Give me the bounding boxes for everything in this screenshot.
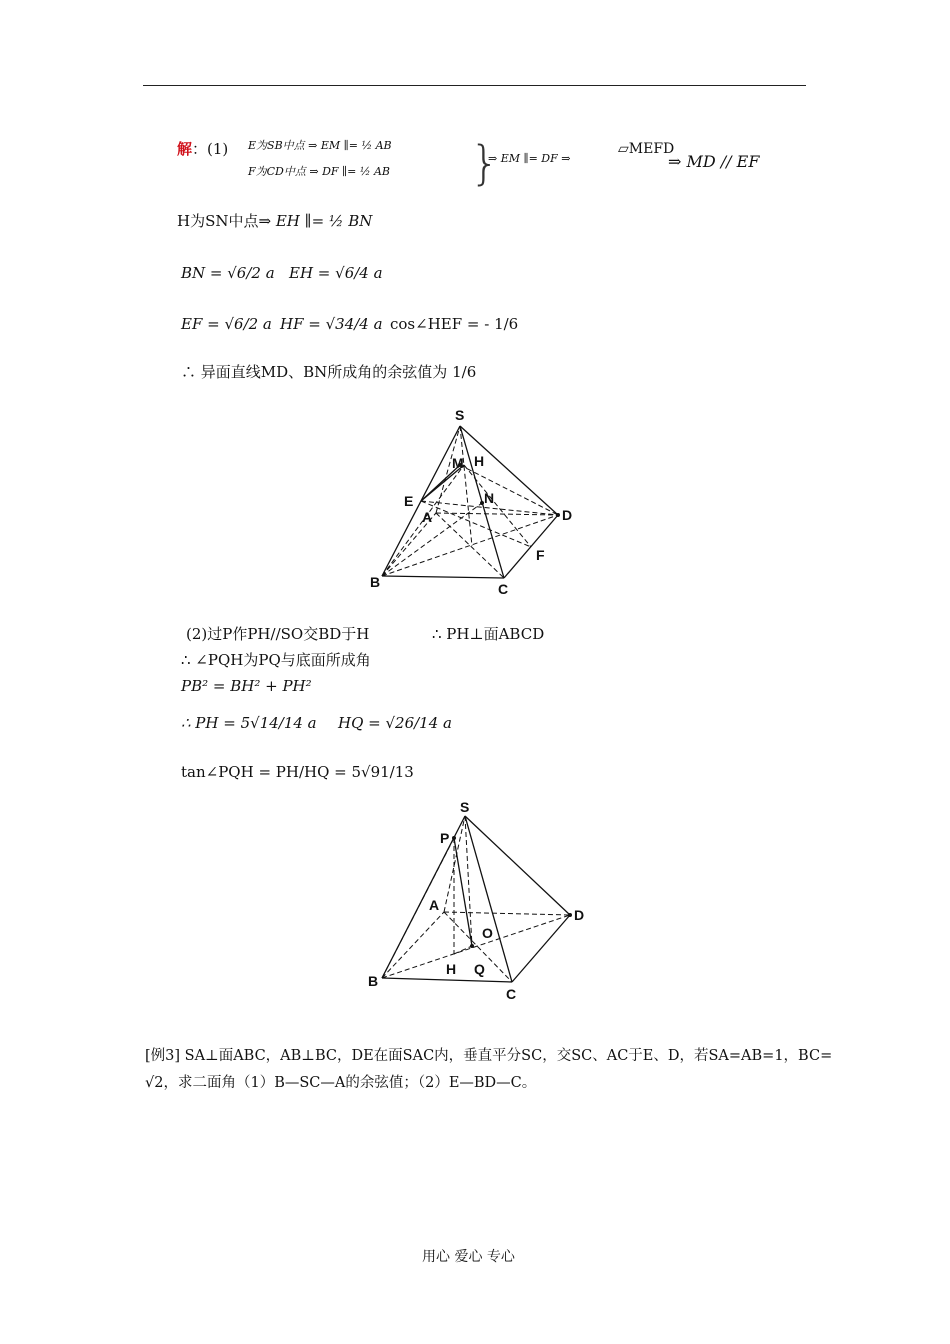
md-parallel-ef: ⇒ MD // EF <box>668 152 760 171</box>
header-rule <box>143 85 806 86</box>
label-d: D <box>574 907 585 923</box>
part2-line1b: ∴ PH⊥面ABCD <box>432 625 545 643</box>
label-h: H <box>474 453 485 469</box>
point-d <box>556 513 560 517</box>
label-e: E <box>404 493 414 509</box>
tan-pqh: tan∠PQH = PH/HQ = 5√91/13 <box>181 763 414 781</box>
solution-label: 解 <box>177 140 193 158</box>
example3-line2: √2，求二面角（1）B—SC—A的余弦值；（2）E—BD—C。 <box>145 1075 537 1091</box>
part2-line1: (2)过P作PH//SO交BD于H <box>186 625 370 643</box>
hq-length: HQ = √26/14 a <box>338 714 452 732</box>
height-so <box>460 426 472 546</box>
eh-formula: EH ∥= ½ BN <box>275 212 373 230</box>
part2-line2: ∴ ∠PQH为PQ与底面所成角 <box>181 651 371 669</box>
point-q <box>470 944 474 948</box>
solution-heading <box>177 142 228 157</box>
h-midpoint-line <box>177 214 372 229</box>
label-n: N <box>484 490 495 506</box>
label-p: P <box>440 830 450 846</box>
bn-length: BN = √6/2 a <box>181 264 275 282</box>
label-c: C <box>498 581 509 597</box>
label-f: F <box>536 547 545 563</box>
label-a: A <box>422 509 433 525</box>
line-md <box>460 465 558 515</box>
edge-ad <box>444 912 570 915</box>
condition-line-e: E为SB中点 ⇒ EM ∥= ½ AB <box>248 139 392 152</box>
edge-sd <box>465 816 570 915</box>
edge-bc <box>382 978 512 982</box>
line-hf <box>464 465 531 547</box>
right-brace: } <box>470 136 500 190</box>
parallelogram-label: ▱MEFD <box>618 141 675 157</box>
example3-line1: [例3] SA⊥面ABC，AB⊥BC，DE在面SAC内，垂直平分SC，交SC、AC于E、D，若SA=AB=1，BC= <box>145 1048 833 1064</box>
answer-value: 1/6 <box>452 363 477 381</box>
label-q: Q <box>474 961 485 977</box>
implication: ⇒ EM ∥= DF ⇒ <box>488 152 571 165</box>
label-d: D <box>562 507 573 523</box>
page-footer: 用心 爱心 专心 <box>422 1249 515 1265</box>
hf-length: HF = √34/4 a <box>280 315 383 333</box>
answer-line <box>181 365 476 380</box>
label-o: O <box>482 925 493 941</box>
line-hq <box>454 946 472 954</box>
condition-line-f: F为CD中点 ⇒ DF ∥= ½ AB <box>248 165 391 178</box>
edge-cd <box>512 915 570 982</box>
point-p <box>452 836 456 840</box>
label-b: B <box>368 973 379 989</box>
edge-bc <box>382 576 504 578</box>
label-s: S <box>455 407 465 423</box>
label-h: H <box>446 961 457 977</box>
eh-length: EH = √6/4 a <box>289 264 383 282</box>
cos-hef: cos∠HEF = - 1/6 <box>390 315 519 333</box>
answer-text: ∴ 异面直线MD、BN所成角的余弦值为 <box>181 363 448 381</box>
label-a: A <box>429 897 440 913</box>
pythagoras: PB² = BH² + PH² <box>181 677 312 695</box>
label-m: M <box>452 455 464 471</box>
edge-sc <box>465 816 512 982</box>
point-d <box>568 913 572 917</box>
pyramid-figure-2 <box>360 800 600 1000</box>
label-c: C <box>506 986 517 1000</box>
ef-length: EF = √6/2 a <box>181 315 272 333</box>
ph-length: ∴ PH = 5√14/14 a <box>181 714 317 732</box>
edge-sd <box>460 426 558 515</box>
pyramid-figure-1 <box>360 400 590 600</box>
label-b: B <box>370 574 381 590</box>
part-number: ：(1) <box>192 140 229 158</box>
label-s: S <box>460 800 470 815</box>
h-midpoint-text: H为SN中点⇒ <box>177 212 272 230</box>
